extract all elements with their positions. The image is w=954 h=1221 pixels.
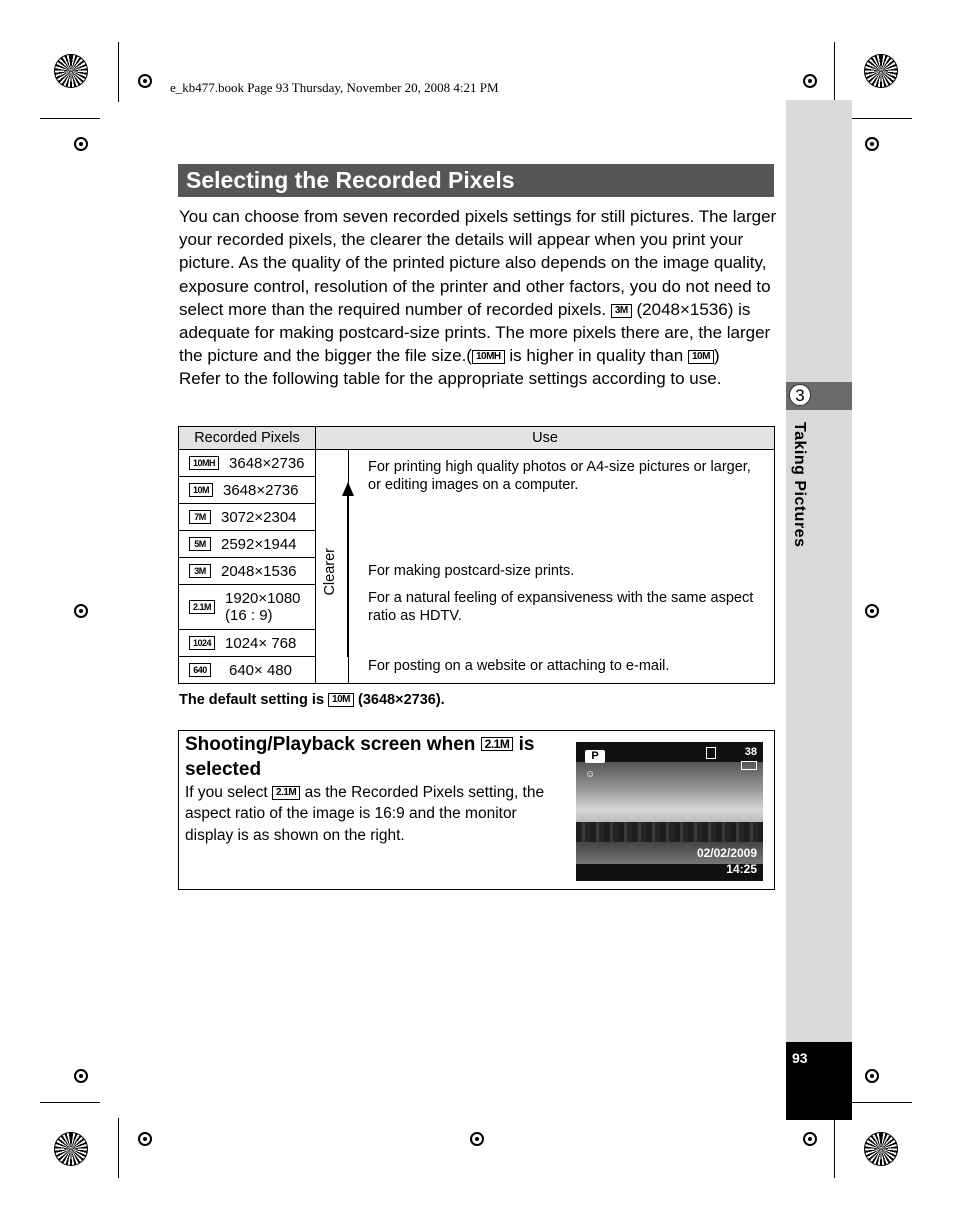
table-header-use: Use (316, 427, 775, 450)
screen-time: 14:25 (726, 862, 757, 876)
intro-part: ) (713, 346, 720, 366)
registration-target-icon (803, 1132, 817, 1146)
shots-remaining: 38 (744, 746, 757, 758)
pixel-size: 2592×1944 (221, 535, 297, 553)
crop-mark (40, 118, 100, 119)
pixels-2-1m-icon: 2.1M (481, 737, 514, 751)
pixels-10mh-icon: 10MH (189, 456, 219, 470)
use-hdtv: For a natural feeling of expansiveness with the same aspect ratio as HDTV. (368, 590, 754, 624)
registration-sun-icon (54, 1132, 88, 1166)
face-detect-icon: ☺ (585, 769, 596, 780)
crop-mark (852, 1102, 912, 1103)
table-row (179, 585, 316, 630)
crop-mark (834, 42, 835, 102)
crop-mark (834, 1118, 835, 1178)
crop-mark (118, 1118, 119, 1178)
memory-card-icon (706, 747, 716, 759)
registration-target-icon (74, 604, 88, 618)
table-row (179, 531, 316, 558)
crop-mark (118, 42, 119, 102)
note-title-part: Shooting/Playback screen when (185, 734, 476, 755)
side-strip (786, 100, 852, 1120)
default-suffix: (3648×2736). (358, 692, 445, 708)
intro-text (179, 205, 779, 391)
intro-part: (2048×1536) is adequate for making postcard-size prints. The more pixels there are, the larger the picture and the bigger the file size.( (179, 299, 771, 366)
clearer-label: Clearer (322, 548, 338, 596)
pixels-1024-icon: 1024 (189, 636, 215, 650)
page-number: 93 (792, 1050, 808, 1066)
registration-target-icon (865, 137, 879, 151)
table-row (179, 504, 316, 531)
registration-target-icon (138, 1132, 152, 1146)
note-box-text (185, 782, 565, 846)
table-row (179, 450, 316, 477)
registration-sun-icon (864, 1132, 898, 1166)
registration-target-icon (865, 604, 879, 618)
camera-monitor-screen (576, 742, 763, 881)
pixels-640-icon: 640 (189, 663, 211, 677)
registration-sun-icon (54, 54, 88, 88)
note-text-part: as the Recorded Pixels setting, the aspect ratio of the image is 16:9 and the monitor display is as shown on the right. (185, 784, 545, 844)
table-row (179, 630, 316, 657)
chapter-number: 3 (789, 384, 811, 406)
pixels-10m-icon: 10M (328, 693, 354, 707)
chapter-title: Taking Pictures (791, 422, 808, 548)
pixel-size: 1024× 768 (225, 634, 297, 652)
intro-part: is higher in quality than (509, 346, 684, 366)
table-row (179, 477, 316, 504)
pixels-7m-icon: 7M (189, 510, 211, 524)
pixel-size: 3648×2736 (229, 454, 305, 472)
intro-part: You can choose from seven recorded pixels settings for still pictures. The larger your recorded pixels, the clearer the details will appear when you print your picture. As the quality of the printed picture also depends on the image quality, exposure control, resolution of the printer and other factors, you do not need to select more than the required number of recorded pixels. (179, 207, 777, 319)
section-title: Selecting the Recorded Pixels (186, 167, 515, 193)
pixels-3m-icon: 3M (189, 564, 211, 578)
crop-mark (40, 1102, 100, 1103)
registration-target-icon (865, 1069, 879, 1083)
registration-target-icon (470, 1132, 484, 1146)
pixels-10mh-icon: 10MH (472, 350, 505, 364)
pixel-size: 640× 480 (229, 661, 292, 679)
use-postcard: For making postcard-size prints. (368, 563, 575, 579)
table-row (179, 657, 316, 684)
registration-target-icon (803, 74, 817, 88)
screen-date: 02/02/2009 (696, 846, 757, 860)
pixels-3m-icon: 3M (611, 304, 632, 318)
pixels-10m-icon: 10M (688, 350, 714, 364)
registration-target-icon (74, 1069, 88, 1083)
registration-target-icon (138, 74, 152, 88)
pixel-size: 1920×1080 (225, 590, 301, 607)
note-text-part: If you select (185, 784, 268, 801)
use-print-high: For printing high quality photos or A4-size pictures or larger, or editing images on a computer. (368, 459, 751, 493)
note-box-title (185, 732, 565, 782)
battery-icon (741, 761, 757, 770)
registration-sun-icon (864, 54, 898, 88)
pixel-size: 2048×1536 (221, 562, 297, 580)
clearer-arrow-line (347, 494, 349, 657)
crop-mark (852, 118, 912, 119)
book-header-line: e_kb477.book Page 93 Thursday, November 20, 2008 4:21 PM (170, 80, 499, 95)
table-header-pixels: Recorded Pixels (179, 427, 316, 450)
table-row (179, 558, 316, 585)
pixels-2-1m-icon: 2.1M (272, 786, 300, 800)
use-web: For posting on a website or attaching to e-mail. (368, 658, 670, 674)
note-title-part: is selected (185, 734, 535, 780)
intro-paragraph-2: Refer to the following table for the appropriate settings according to use. (179, 369, 722, 389)
pixel-size: 3648×2736 (223, 481, 299, 499)
pixel-size: 3072×2304 (221, 508, 297, 526)
aspect-ratio: (16 : 9) (225, 607, 273, 624)
default-setting-line (179, 692, 445, 708)
default-prefix: The default setting is (179, 692, 325, 708)
program-mode-badge: P (585, 750, 605, 763)
pixels-5m-icon: 5M (189, 537, 211, 551)
registration-target-icon (74, 137, 88, 151)
pixels-10m-icon: 10M (189, 483, 213, 497)
pixels-2-1m-icon: 2.1M (189, 600, 215, 614)
